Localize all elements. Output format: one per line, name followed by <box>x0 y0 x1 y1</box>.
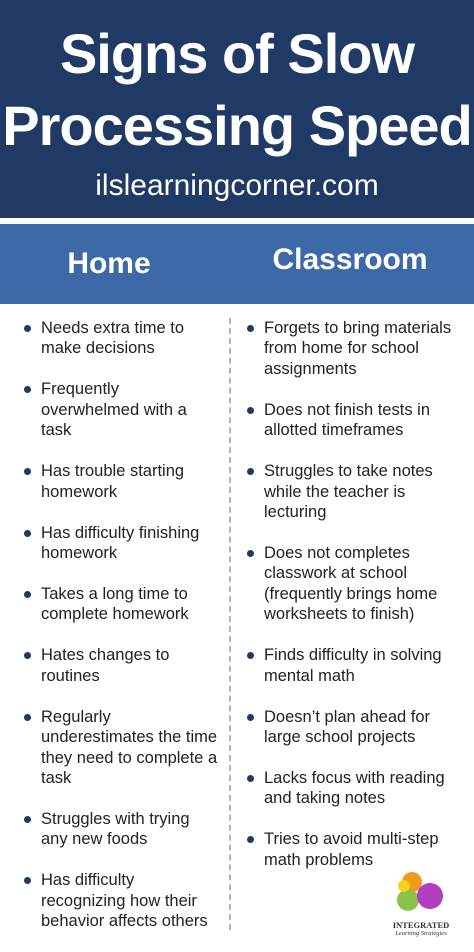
list-item-text: Does not completes classwork at school (frequently brings home worksheets to finish) <box>264 544 438 624</box>
list-item <box>18 707 218 789</box>
list-item <box>241 829 465 870</box>
logo-green-circle <box>397 889 419 911</box>
bullet-icon <box>247 468 254 475</box>
bullet-icon <box>24 530 31 537</box>
column-header-band <box>0 224 474 304</box>
list-item <box>241 400 465 441</box>
list-item <box>241 645 465 686</box>
classroom-column-heading: Classroom <box>272 243 428 276</box>
list-item <box>241 318 465 379</box>
list-item <box>18 584 218 625</box>
title-line-1: Signs of Slow <box>59 22 415 85</box>
bullet-icon <box>247 775 254 782</box>
bullet-icon <box>24 714 31 721</box>
header-banner <box>0 0 474 218</box>
list-item-text: Needs extra time to make decisions <box>41 319 185 358</box>
list-item-text: Regularly underestimates the time they need to complete a task <box>41 707 218 788</box>
list-item-text: Has difficulty finishing homework <box>41 523 200 563</box>
bullet-icon <box>24 877 31 884</box>
list-item-text: Forgets to bring materials from home for school assignments <box>264 319 452 378</box>
list-item-text: Frequently overwhelmed with a task <box>41 380 187 440</box>
bullet-icon <box>247 407 254 414</box>
list-item-text: Hates changes to routines <box>41 646 170 685</box>
list-item-text: Has difficulty recognizing how their behavior affects others <box>41 871 208 931</box>
title-line-2: Processing Speed <box>2 94 472 157</box>
home-signs-list <box>18 318 218 952</box>
list-item <box>241 543 465 625</box>
bullet-icon <box>247 325 254 332</box>
bullet-icon <box>24 386 31 393</box>
list-item-text: Struggles to take notes while the teacher is lecturing <box>264 462 433 522</box>
bullet-icon <box>247 836 254 843</box>
bullet-icon <box>247 550 254 557</box>
column-divider <box>229 318 231 930</box>
list-item <box>18 523 218 564</box>
bullet-icon <box>24 325 31 332</box>
list-item-text: Lacks focus with reading and taking notes <box>264 769 445 808</box>
site-url: ilslearningcorner.com <box>95 169 379 202</box>
list-item-text: Has trouble starting homework <box>41 462 185 501</box>
bullet-icon <box>24 816 31 823</box>
list-item <box>241 461 465 522</box>
list-item-text: Tries to avoid multi-step math problems <box>264 830 439 869</box>
list-item <box>241 768 465 809</box>
classroom-signs-list <box>241 318 465 891</box>
bullet-icon <box>24 468 31 475</box>
list-item <box>18 645 218 686</box>
list-item-text: Does not finish tests in allotted timeframes <box>264 400 430 440</box>
home-column-heading: Home <box>67 247 151 280</box>
list-item-text: Doesn’t plan ahead for large school projects <box>264 707 431 747</box>
list-item <box>18 318 218 359</box>
bullet-icon <box>247 714 254 721</box>
list-item-text: Struggles with trying any new foods <box>41 810 190 849</box>
logo-name: INTEGRATED <box>392 920 450 930</box>
bullet-icon <box>24 652 31 659</box>
logo-tagline: Learning Strategies <box>395 930 447 937</box>
logo-magenta-circle <box>417 883 443 909</box>
list-item <box>18 379 218 440</box>
list-item-text: Takes a long time to complete homework <box>41 585 189 624</box>
list-item <box>18 461 218 502</box>
list-item <box>18 870 218 931</box>
bullet-icon <box>247 652 254 659</box>
list-item <box>241 707 465 748</box>
list-item-text: Finds difficulty in solving mental math <box>264 646 442 685</box>
list-item <box>18 809 218 850</box>
logo-yellow-circle <box>398 880 410 892</box>
bullet-icon <box>24 591 31 598</box>
